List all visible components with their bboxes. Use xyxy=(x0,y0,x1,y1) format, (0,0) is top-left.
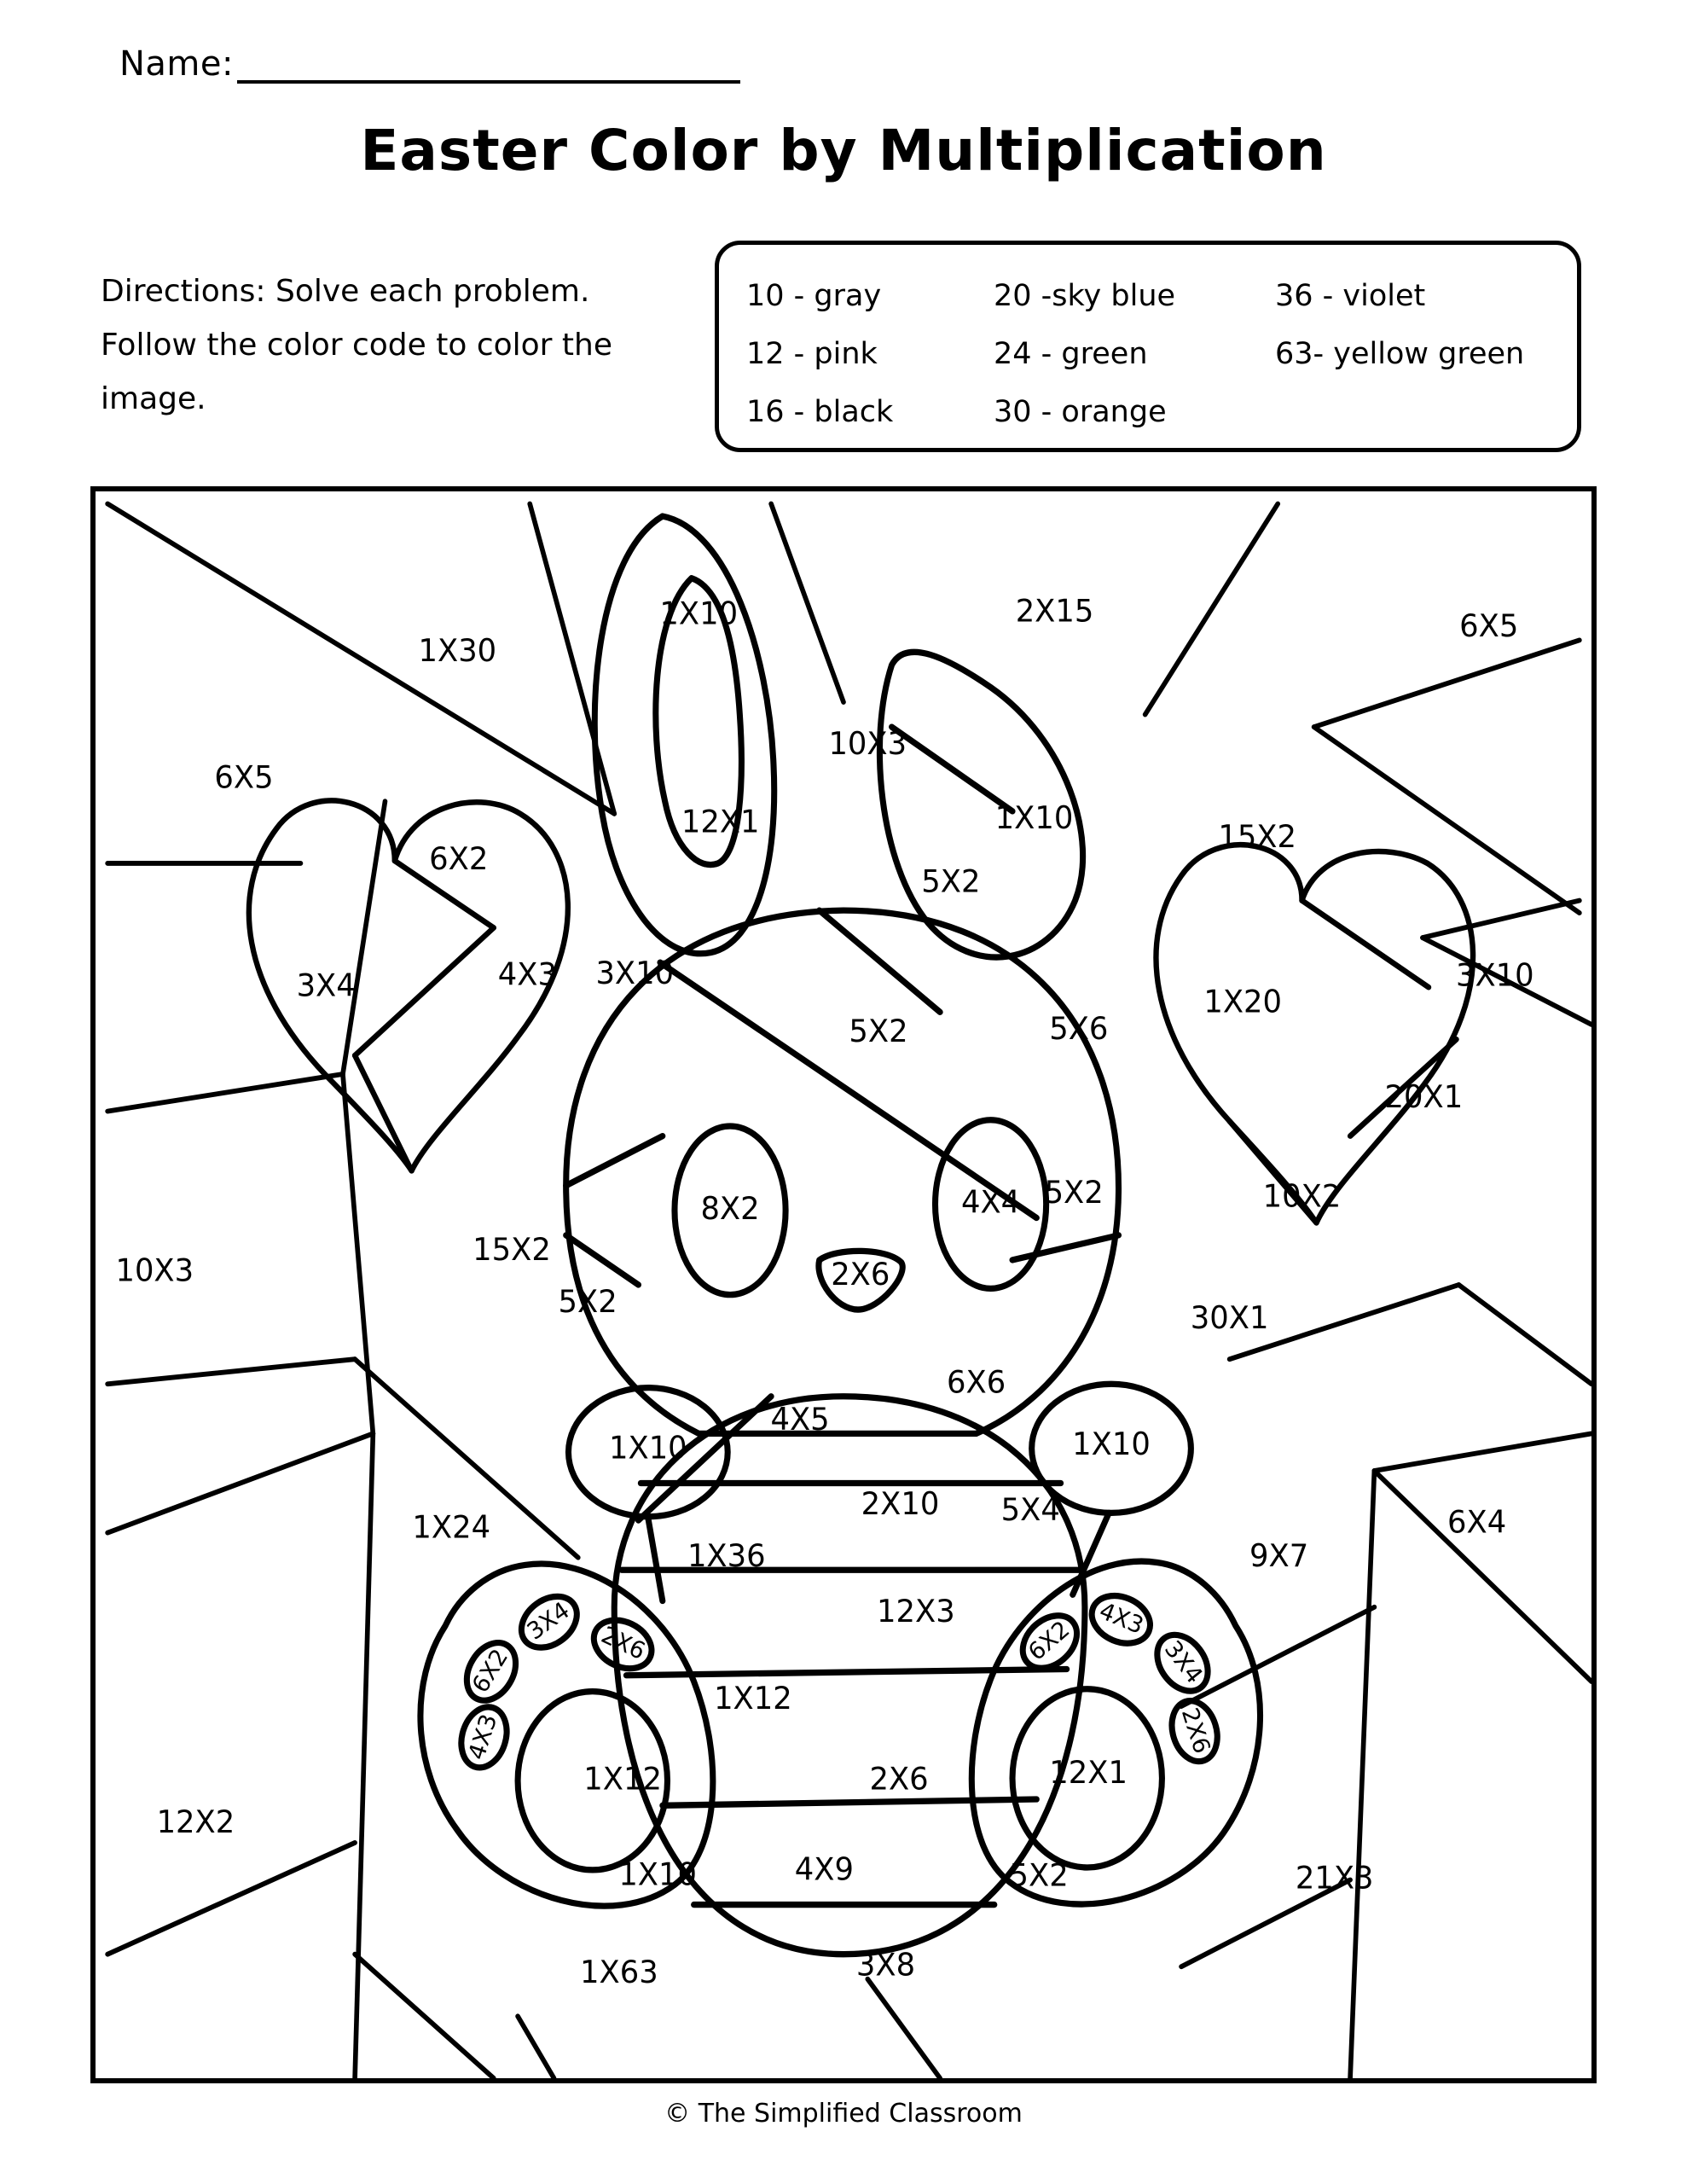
problem-label: 1X10 xyxy=(994,800,1074,837)
toe-problem-label: 3X4 xyxy=(1159,1635,1208,1689)
problem-label: 5X2 xyxy=(1009,1858,1069,1894)
problem-label: 3X10 xyxy=(1455,958,1534,994)
problem-label: 8X2 xyxy=(700,1191,760,1228)
toe-problem-label: 6X2 xyxy=(467,1644,514,1699)
color-key-box xyxy=(715,241,1581,452)
problem-label: 1X10 xyxy=(609,1430,687,1467)
name-label: Name: xyxy=(119,44,234,84)
color-key-item: 24 - green xyxy=(994,337,1148,371)
problem-label: 5X2 xyxy=(558,1284,617,1321)
problem-label: 1X63 xyxy=(580,1955,658,1991)
problem-label: 6X4 xyxy=(1447,1505,1507,1541)
toe-problem-label: 6X2 xyxy=(1023,1616,1075,1667)
problem-label: 1X30 xyxy=(418,633,497,670)
problem-label: 21X3 xyxy=(1295,1861,1374,1896)
problem-label: 1X24 xyxy=(412,1509,491,1546)
problem-label: 12X1 xyxy=(1049,1755,1128,1792)
problem-label: 12X1 xyxy=(681,804,760,840)
problem-label: 12X2 xyxy=(156,1804,235,1841)
toe-problem-label: 4X3 xyxy=(463,1711,503,1763)
problem-label: 15X2 xyxy=(472,1232,551,1269)
problem-label: 5X6 xyxy=(1049,1011,1109,1048)
problem-label: 6X6 xyxy=(947,1364,1006,1401)
problem-label: 5X2 xyxy=(849,1014,908,1050)
bunny-color-by-number-illustration xyxy=(96,491,1591,2078)
problem-label: 1X10 xyxy=(618,1856,698,1893)
page-title: Easter Color by Multiplication xyxy=(360,118,1327,183)
problem-label: 2X6 xyxy=(869,1761,929,1798)
color-key-item: 12 - pink xyxy=(746,337,878,371)
problem-label: 4X3 xyxy=(497,956,557,993)
color-key-item: 36 - violet xyxy=(1275,279,1426,313)
problem-label: 5X2 xyxy=(921,863,981,900)
problem-label: 2X6 xyxy=(831,1257,890,1293)
problem-label: 12X3 xyxy=(877,1594,955,1630)
problem-label: 1X12 xyxy=(714,1681,792,1717)
problem-label: 6X5 xyxy=(214,759,274,796)
color-key-item: 63- yellow green xyxy=(1275,337,1525,371)
coloring-picture-frame xyxy=(90,486,1597,2083)
problem-label: 3X4 xyxy=(296,967,356,1004)
problem-label: 2X15 xyxy=(1015,594,1094,630)
problem-label: 1X12 xyxy=(583,1761,662,1798)
color-key-item: 20 -sky blue xyxy=(994,279,1176,313)
problem-label: 5X4 xyxy=(1000,1492,1060,1529)
name-field-row xyxy=(119,44,740,84)
problem-label: 6X2 xyxy=(429,841,489,878)
problem-label: 30X1 xyxy=(1190,1300,1269,1336)
problem-label: 1X36 xyxy=(687,1538,766,1574)
name-write-in-line[interactable] xyxy=(237,46,740,84)
problem-label: 9X7 xyxy=(1249,1538,1309,1574)
problem-label: 4X9 xyxy=(794,1852,854,1888)
problem-label: 3X8 xyxy=(855,1947,916,1984)
problem-label: 15X2 xyxy=(1218,819,1297,856)
problem-label: 1X10 xyxy=(659,596,739,632)
problem-label: 1X10 xyxy=(1072,1426,1151,1463)
copyright-footer: © The Simplified Classroom xyxy=(664,2099,1023,2129)
problem-label: 1X20 xyxy=(1203,984,1283,1020)
color-key-item: 16 - black xyxy=(746,395,894,429)
color-key-item: 30 - orange xyxy=(994,395,1167,429)
problem-label: 20X1 xyxy=(1384,1079,1464,1116)
toe-problem-label: 2X6 xyxy=(597,1621,649,1666)
problem-label: 2X10 xyxy=(861,1486,940,1522)
color-key-item: 10 - gray xyxy=(746,279,882,313)
problem-label: 4X5 xyxy=(770,1402,830,1438)
problem-label: 3X10 xyxy=(595,956,675,991)
problem-label: 10X2 xyxy=(1262,1178,1342,1215)
color-key-grid xyxy=(746,267,1551,441)
problem-label: 5X2 xyxy=(1044,1175,1104,1211)
toe-problem-label: 4X3 xyxy=(1095,1597,1147,1641)
problem-label: 6X5 xyxy=(1459,608,1519,645)
toe-problem-label: 3X4 xyxy=(522,1597,575,1646)
problem-label: 10X3 xyxy=(828,726,907,763)
problem-label: 10X3 xyxy=(115,1253,194,1289)
problem-label: 4X4 xyxy=(960,1185,1021,1221)
directions-text: Directions: Solve each problem. Follow the color code to color the image. xyxy=(101,274,612,416)
toe-problem-label: 2X6 xyxy=(1175,1705,1215,1757)
